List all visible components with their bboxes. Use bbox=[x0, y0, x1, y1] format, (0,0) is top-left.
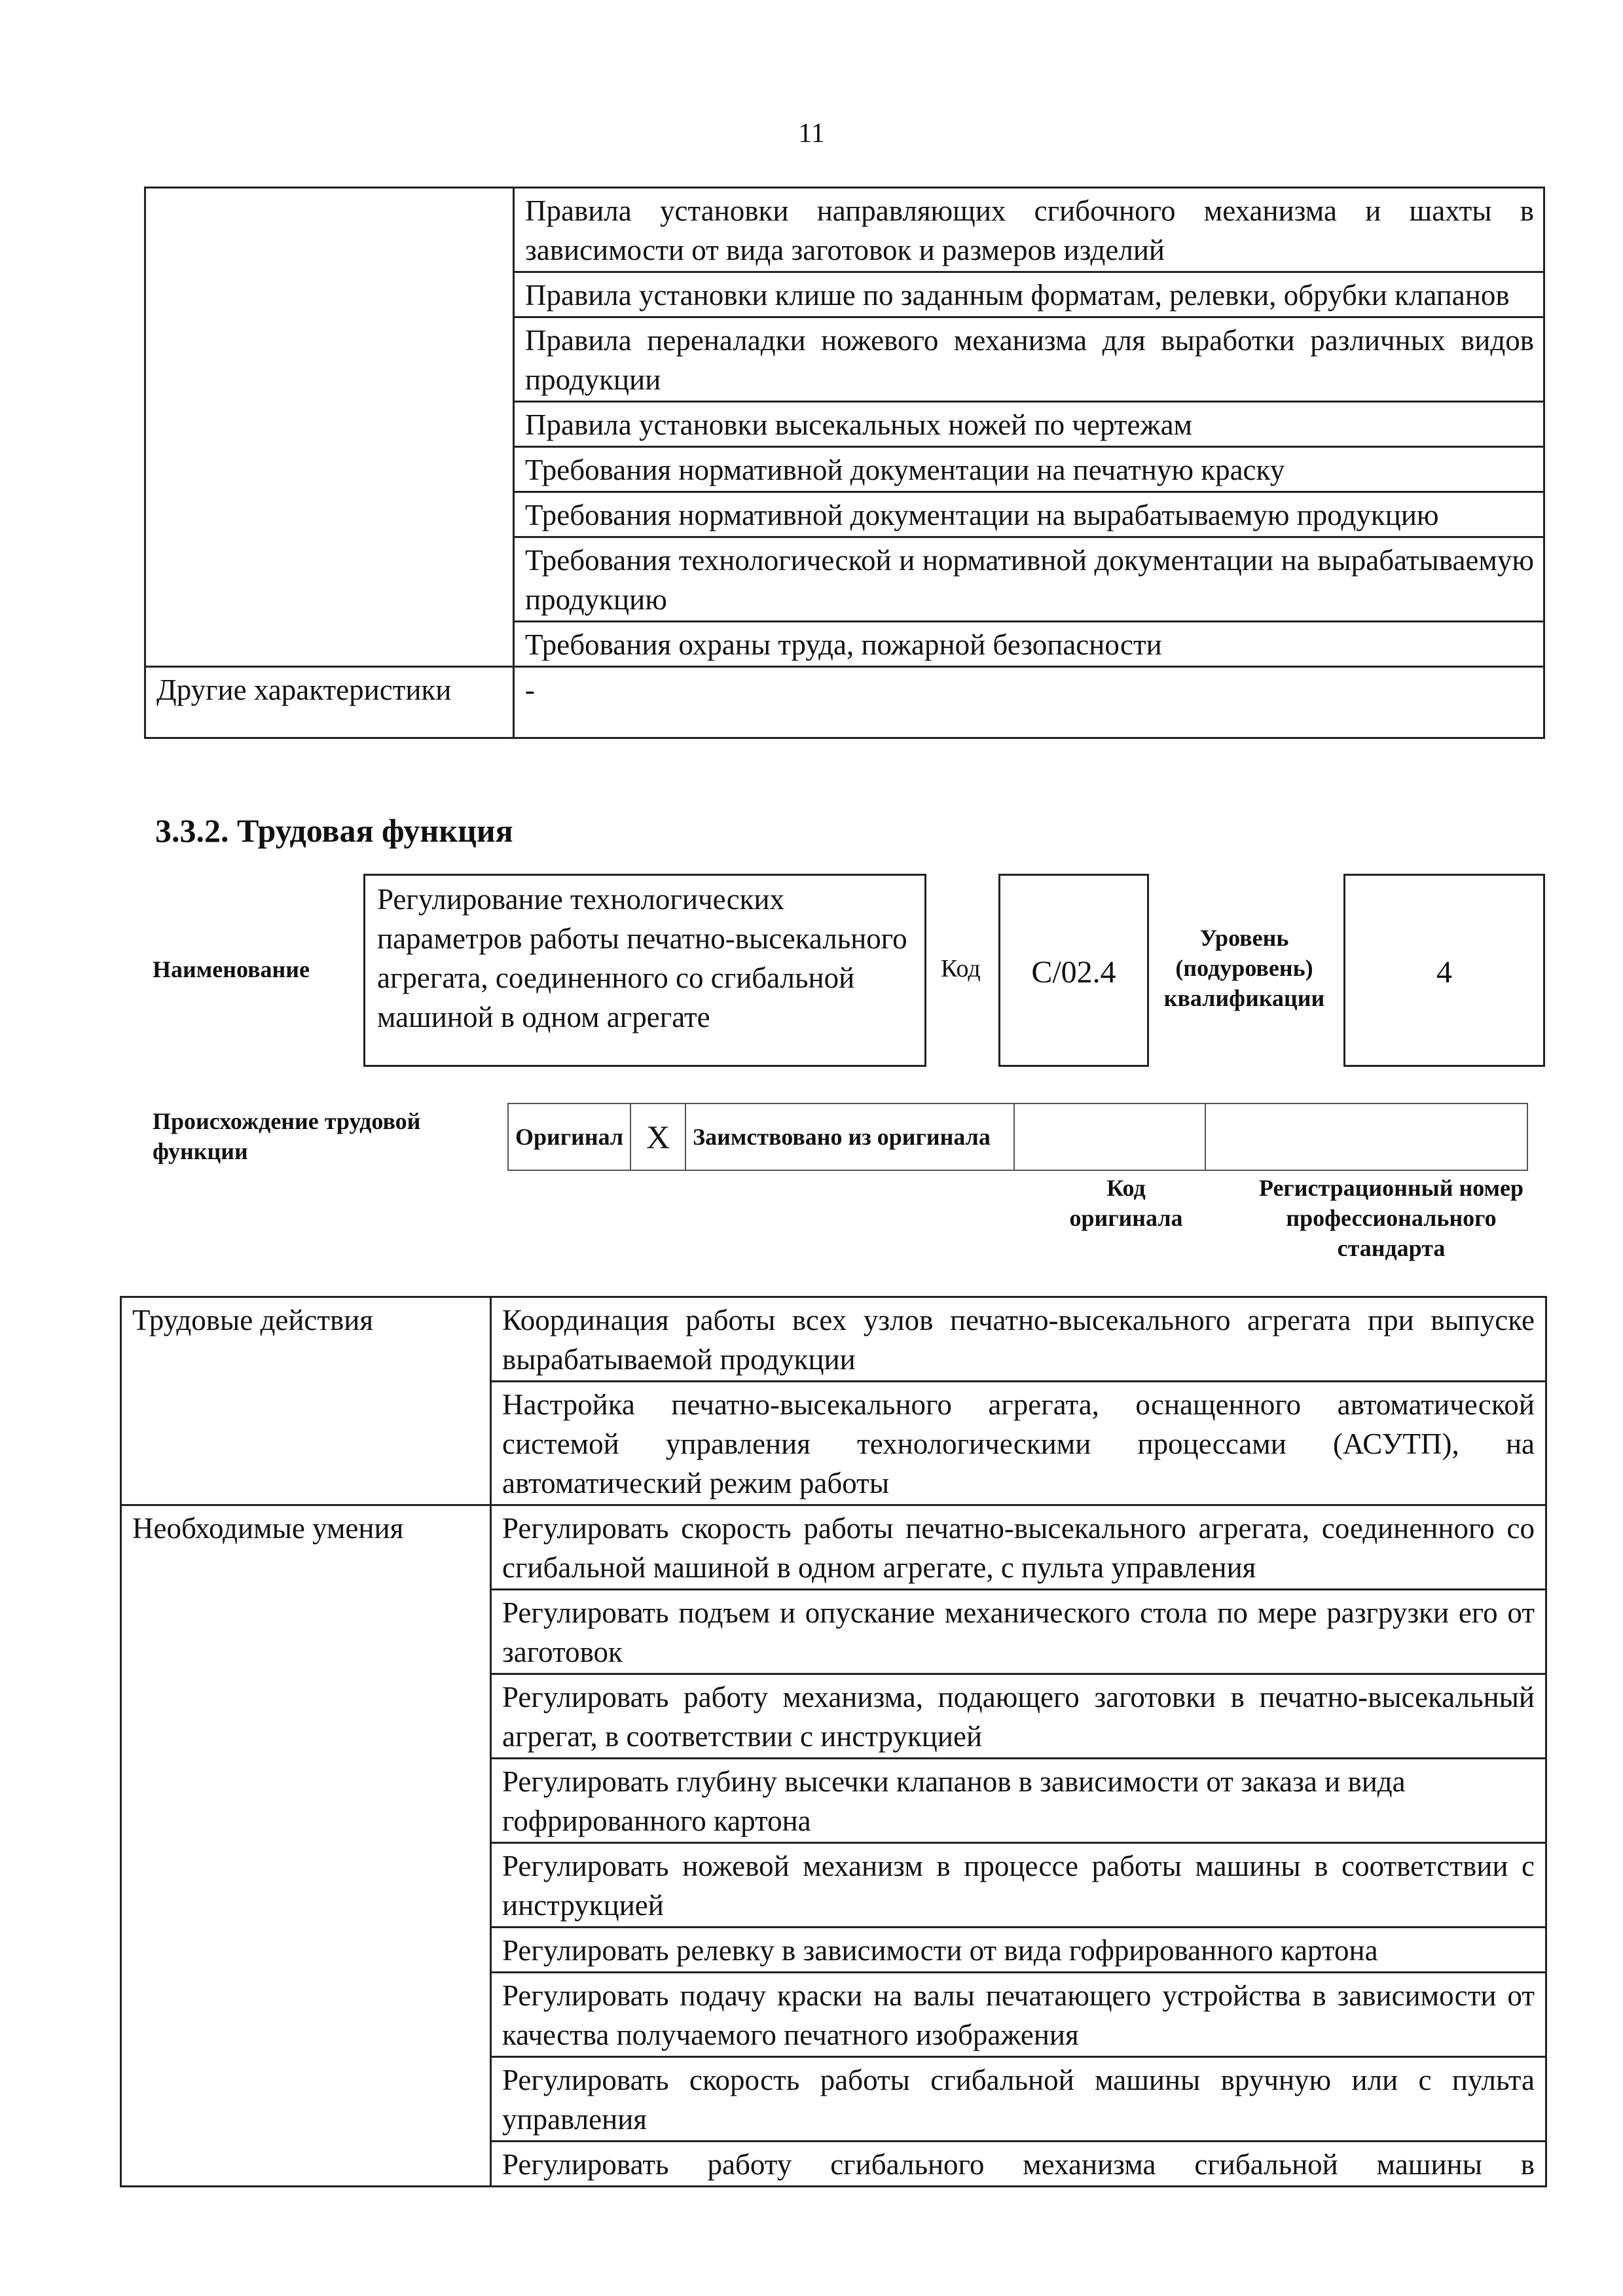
table-cell-empty bbox=[121, 1973, 491, 2057]
origin-reg-cell bbox=[1205, 1103, 1527, 1170]
table-cell: Регулировать подъем и опускание механического стола по мере разгрузки его от заготовок bbox=[491, 1590, 1546, 1674]
origin-borrowed-label: Заимствовано из оригинала bbox=[685, 1103, 1014, 1170]
code-value: C/02.4 bbox=[998, 874, 1149, 1067]
table-cell-empty bbox=[145, 402, 514, 447]
table-cell-empty bbox=[121, 1382, 491, 1505]
table-cell-empty bbox=[121, 2142, 491, 2187]
table-cell: Регулировать подачу краски на валы печатающего устройства в зависимости от качества получаемого печатного изображения bbox=[491, 1973, 1546, 2057]
origin-original-label: Оригинал bbox=[508, 1103, 630, 1170]
table-cell: Регулировать глубину высечки клапанов в зависимости от заказа и вида гофрированного картона bbox=[491, 1759, 1546, 1843]
function-name-value: Регулирование технологических параметров работы печатно-высекального агрегата, соединенного со сгибальной машиной в одном агрегате bbox=[377, 883, 907, 1033]
origin-reg-caption: Регистрационный номер профессионального стандарта bbox=[1258, 1175, 1524, 1261]
function-name-box bbox=[363, 874, 926, 1067]
other-characteristics-label: Другие характеристики bbox=[145, 667, 514, 738]
table-cell: Требования технологической и нормативной документации на вырабатываемую продукцию bbox=[514, 537, 1544, 622]
table-cell-empty bbox=[145, 447, 514, 492]
table-cell: Правила переналадки ножевого механизма для выработки различных видов продукции bbox=[514, 317, 1544, 402]
table-cell: Координация работы всех узлов печатно-высекального агрегата при выпуске вырабатываемой продукции bbox=[491, 1297, 1546, 1382]
origin-code-caption: Код оригинала bbox=[1069, 1175, 1183, 1231]
table-cell: Правила установки высекальных ножей по чертежам bbox=[514, 402, 1544, 447]
other-characteristics-value: - bbox=[514, 667, 1544, 738]
origin-code-cell bbox=[1014, 1103, 1205, 1170]
table-cell-empty bbox=[145, 317, 514, 402]
table-cell: Регулировать скорость работы сгибальной машины вручную или с пульта управления bbox=[491, 2057, 1546, 2142]
table-cell: Требования нормативной документации на печатную краску bbox=[514, 447, 1544, 492]
table-cell-empty bbox=[121, 1843, 491, 1928]
table-cell-empty bbox=[121, 1674, 491, 1759]
table-cell-empty bbox=[145, 188, 514, 272]
table-cell: Регулировать работу сгибального механизма сгибальной машины в bbox=[491, 2142, 1546, 2187]
table-cell-empty bbox=[145, 537, 514, 622]
level-value: 4 bbox=[1343, 874, 1545, 1067]
origin-label: Происхождение трудовой функции bbox=[153, 1108, 421, 1164]
table-cell: Регулировать ножевой механизм в процессе работы машины в соответствии с инструкцией bbox=[491, 1843, 1546, 1928]
level-label: Уровень (подуровень) квалификации bbox=[1163, 925, 1325, 1011]
skills-label: Необходимые умения bbox=[121, 1505, 491, 1590]
table-cell: Регулировать работу механизма, подающего заготовки в печатно-высекальный агрегат, в соответствии с инструкцией bbox=[491, 1674, 1546, 1759]
table-cell-empty bbox=[121, 2057, 491, 2142]
actions-label: Трудовые действия bbox=[121, 1297, 491, 1382]
table-cell-empty bbox=[121, 1590, 491, 1674]
table-cell: Регулировать релевку в зависимости от вида гофрированного картона bbox=[491, 1928, 1546, 1973]
table-cell: Настройка печатно-высекального агрегата, оснащенного автоматической системой управления технологическими процессами (АСУТП), на автоматический режим работы bbox=[491, 1382, 1546, 1505]
table-cell: Правила установки клише по заданным форматам, релевки, обрубки клапанов bbox=[514, 272, 1544, 317]
table-cell-empty bbox=[145, 492, 514, 537]
origin-table bbox=[507, 1103, 1528, 1171]
origin-original-mark: X bbox=[630, 1103, 685, 1170]
table-cell-empty bbox=[121, 1759, 491, 1843]
table-cell: Правила установки направляющих сгибочного механизма и шахты в зависимости от вида заготовок и размеров изделий bbox=[514, 188, 1544, 272]
table-cell: Требования нормативной документации на вырабатываемую продукцию bbox=[514, 492, 1544, 537]
table-cell-empty bbox=[145, 272, 514, 317]
table-cell: Регулировать скорость работы печатно-высекального агрегата, соединенного со сгибальной машиной в одном агрегате, с пульта управления bbox=[491, 1505, 1546, 1590]
knowledge-table bbox=[144, 187, 1545, 739]
table-cell-empty bbox=[145, 622, 514, 667]
table-cell: Требования охраны труда, пожарной безопасности bbox=[514, 622, 1544, 667]
section-title: 3.3.2. Трудовая функция bbox=[155, 812, 513, 849]
page-number: 11 bbox=[798, 118, 825, 149]
labor-function-table bbox=[120, 1296, 1547, 2187]
code-label: Код bbox=[941, 955, 981, 982]
name-label: Наименование bbox=[153, 956, 310, 982]
table-cell-empty bbox=[121, 1928, 491, 1973]
